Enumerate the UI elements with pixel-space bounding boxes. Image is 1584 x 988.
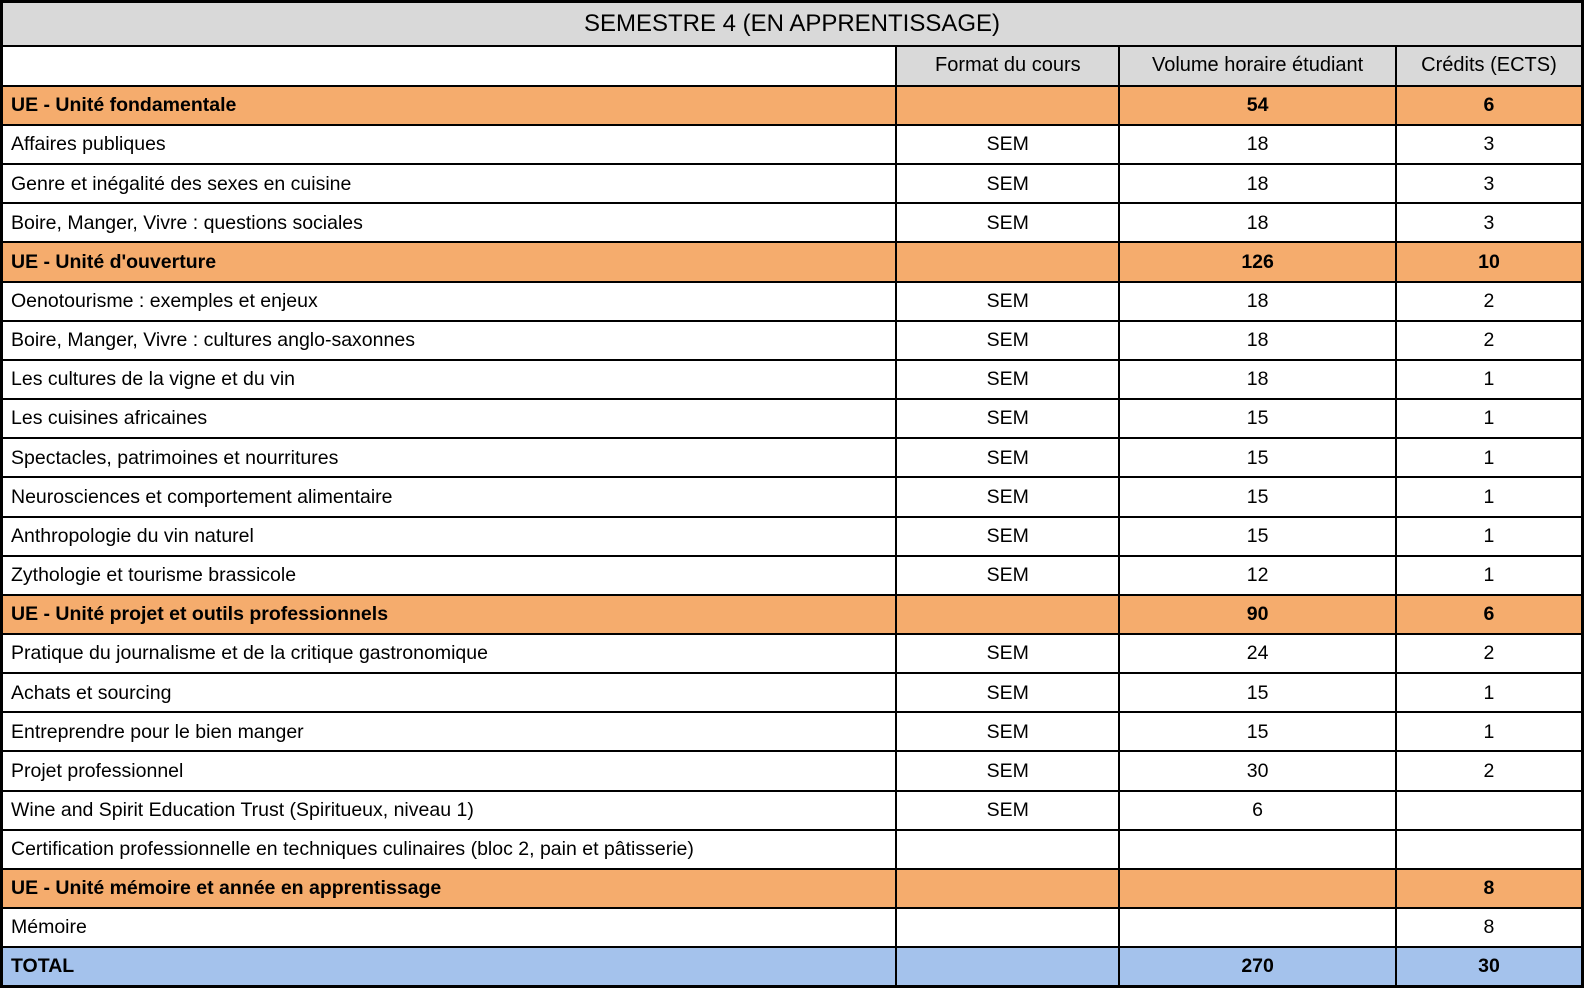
table-row — [2, 673, 1583, 712]
volume-cell: 15 — [1119, 399, 1396, 438]
credits-cell: 2 — [1396, 282, 1583, 321]
volume-cell: 24 — [1119, 634, 1396, 673]
course-name-cell: Les cuisines africaines — [2, 399, 897, 438]
course-name-cell: Pratique du journalisme et de la critique gastronomique — [2, 634, 897, 673]
table-row — [2, 477, 1583, 516]
volume-cell — [1119, 869, 1396, 908]
format-cell — [896, 869, 1119, 908]
course-name-cell: Oenotourisme : exemples et enjeux — [2, 282, 897, 321]
course-name-cell: Les cultures de la vigne et du vin — [2, 360, 897, 399]
volume-cell: 18 — [1119, 360, 1396, 399]
volume-cell: 18 — [1119, 321, 1396, 360]
credits-cell: 3 — [1396, 125, 1583, 164]
volume-cell: 18 — [1119, 203, 1396, 242]
credits-cell: 6 — [1396, 86, 1583, 125]
volume-cell: 126 — [1119, 242, 1396, 281]
format-cell — [896, 86, 1119, 125]
credits-cell: 30 — [1396, 947, 1583, 986]
header-row — [2, 46, 1583, 86]
course-name-cell: Anthropologie du vin naturel — [2, 517, 897, 556]
table-row — [2, 164, 1583, 203]
table-row — [2, 830, 1583, 869]
course-name-cell: Neurosciences et comportement alimentaire — [2, 477, 897, 516]
table-row — [2, 947, 1583, 986]
credits-cell: 3 — [1396, 164, 1583, 203]
course-name-cell: Achats et sourcing — [2, 673, 897, 712]
credits-cell: 8 — [1396, 869, 1583, 908]
volume-cell: 6 — [1119, 791, 1396, 830]
table-row — [2, 595, 1583, 634]
format-cell: SEM — [896, 438, 1119, 477]
volume-cell: 90 — [1119, 595, 1396, 634]
course-name-cell: Spectacles, patrimoines et nourritures — [2, 438, 897, 477]
format-cell: SEM — [896, 791, 1119, 830]
format-cell — [896, 947, 1119, 986]
format-cell: SEM — [896, 203, 1119, 242]
credits-cell: 1 — [1396, 556, 1583, 595]
format-cell: SEM — [896, 751, 1119, 790]
format-cell: SEM — [896, 399, 1119, 438]
table-row — [2, 125, 1583, 164]
table-row — [2, 869, 1583, 908]
credits-cell — [1396, 791, 1583, 830]
volume-cell: 15 — [1119, 477, 1396, 516]
format-cell: SEM — [896, 673, 1119, 712]
format-cell: SEM — [896, 634, 1119, 673]
format-cell — [896, 908, 1119, 947]
col-header-course — [2, 46, 897, 86]
table-row — [2, 634, 1583, 673]
credits-cell: 1 — [1396, 517, 1583, 556]
course-name-cell: TOTAL — [2, 947, 897, 986]
credits-cell: 2 — [1396, 751, 1583, 790]
course-name-cell: UE - Unité mémoire et année en apprentissage — [2, 869, 897, 908]
credits-cell: 1 — [1396, 360, 1583, 399]
table-row — [2, 908, 1583, 947]
volume-cell — [1119, 908, 1396, 947]
volume-cell: 18 — [1119, 125, 1396, 164]
credits-cell: 2 — [1396, 634, 1583, 673]
volume-cell: 18 — [1119, 282, 1396, 321]
course-name-cell: Mémoire — [2, 908, 897, 947]
table-row — [2, 438, 1583, 477]
credits-cell: 10 — [1396, 242, 1583, 281]
course-name-cell: Boire, Manger, Vivre : questions sociales — [2, 203, 897, 242]
course-name-cell: UE - Unité projet et outils professionnels — [2, 595, 897, 634]
table-row — [2, 203, 1583, 242]
table-row — [2, 321, 1583, 360]
col-header-credits: Crédits (ECTS) — [1396, 46, 1583, 86]
format-cell — [896, 242, 1119, 281]
course-name-cell: Boire, Manger, Vivre : cultures anglo-saxonnes — [2, 321, 897, 360]
course-name-cell: UE - Unité fondamentale — [2, 86, 897, 125]
format-cell: SEM — [896, 282, 1119, 321]
table-row — [2, 282, 1583, 321]
credits-cell: 1 — [1396, 712, 1583, 751]
volume-cell: 18 — [1119, 164, 1396, 203]
format-cell: SEM — [896, 360, 1119, 399]
course-name-cell: Projet professionnel — [2, 751, 897, 790]
format-cell: SEM — [896, 556, 1119, 595]
course-name-cell: Certification professionnelle en techniques culinaires (bloc 2, pain et pâtisserie) — [2, 830, 897, 869]
format-cell: SEM — [896, 125, 1119, 164]
course-name-cell: UE - Unité d'ouverture — [2, 242, 897, 281]
format-cell: SEM — [896, 164, 1119, 203]
table-title: SEMESTRE 4 (EN APPRENTISSAGE) — [2, 2, 1583, 46]
format-cell: SEM — [896, 517, 1119, 556]
format-cell: SEM — [896, 477, 1119, 516]
volume-cell: 15 — [1119, 712, 1396, 751]
volume-cell: 15 — [1119, 517, 1396, 556]
credits-cell: 1 — [1396, 399, 1583, 438]
course-name-cell: Affaires publiques — [2, 125, 897, 164]
credits-cell: 1 — [1396, 438, 1583, 477]
col-header-format: Format du cours — [896, 46, 1119, 86]
table-row — [2, 517, 1583, 556]
volume-cell: 270 — [1119, 947, 1396, 986]
format-cell — [896, 830, 1119, 869]
table-row — [2, 712, 1583, 751]
course-name-cell: Wine and Spirit Education Trust (Spiritueux, niveau 1) — [2, 791, 897, 830]
credits-cell: 2 — [1396, 321, 1583, 360]
table-row — [2, 360, 1583, 399]
volume-cell — [1119, 830, 1396, 869]
table-row — [2, 791, 1583, 830]
credits-cell — [1396, 830, 1583, 869]
table-row — [2, 86, 1583, 125]
table-body — [2, 2, 1583, 987]
credits-cell: 6 — [1396, 595, 1583, 634]
credits-cell: 3 — [1396, 203, 1583, 242]
table-row — [2, 556, 1583, 595]
volume-cell: 12 — [1119, 556, 1396, 595]
table-row — [2, 242, 1583, 281]
title-row — [2, 2, 1583, 46]
course-name-cell: Genre et inégalité des sexes en cuisine — [2, 164, 897, 203]
course-name-cell: Zythologie et tourisme brassicole — [2, 556, 897, 595]
course-name-cell: Entreprendre pour le bien manger — [2, 712, 897, 751]
credits-cell: 1 — [1396, 477, 1583, 516]
credits-cell: 1 — [1396, 673, 1583, 712]
format-cell: SEM — [896, 712, 1119, 751]
credits-cell: 8 — [1396, 908, 1583, 947]
col-header-volume: Volume horaire étudiant — [1119, 46, 1396, 86]
volume-cell: 30 — [1119, 751, 1396, 790]
table-row — [2, 399, 1583, 438]
table-row — [2, 751, 1583, 790]
volume-cell: 54 — [1119, 86, 1396, 125]
volume-cell: 15 — [1119, 438, 1396, 477]
format-cell: SEM — [896, 321, 1119, 360]
volume-cell: 15 — [1119, 673, 1396, 712]
format-cell — [896, 595, 1119, 634]
